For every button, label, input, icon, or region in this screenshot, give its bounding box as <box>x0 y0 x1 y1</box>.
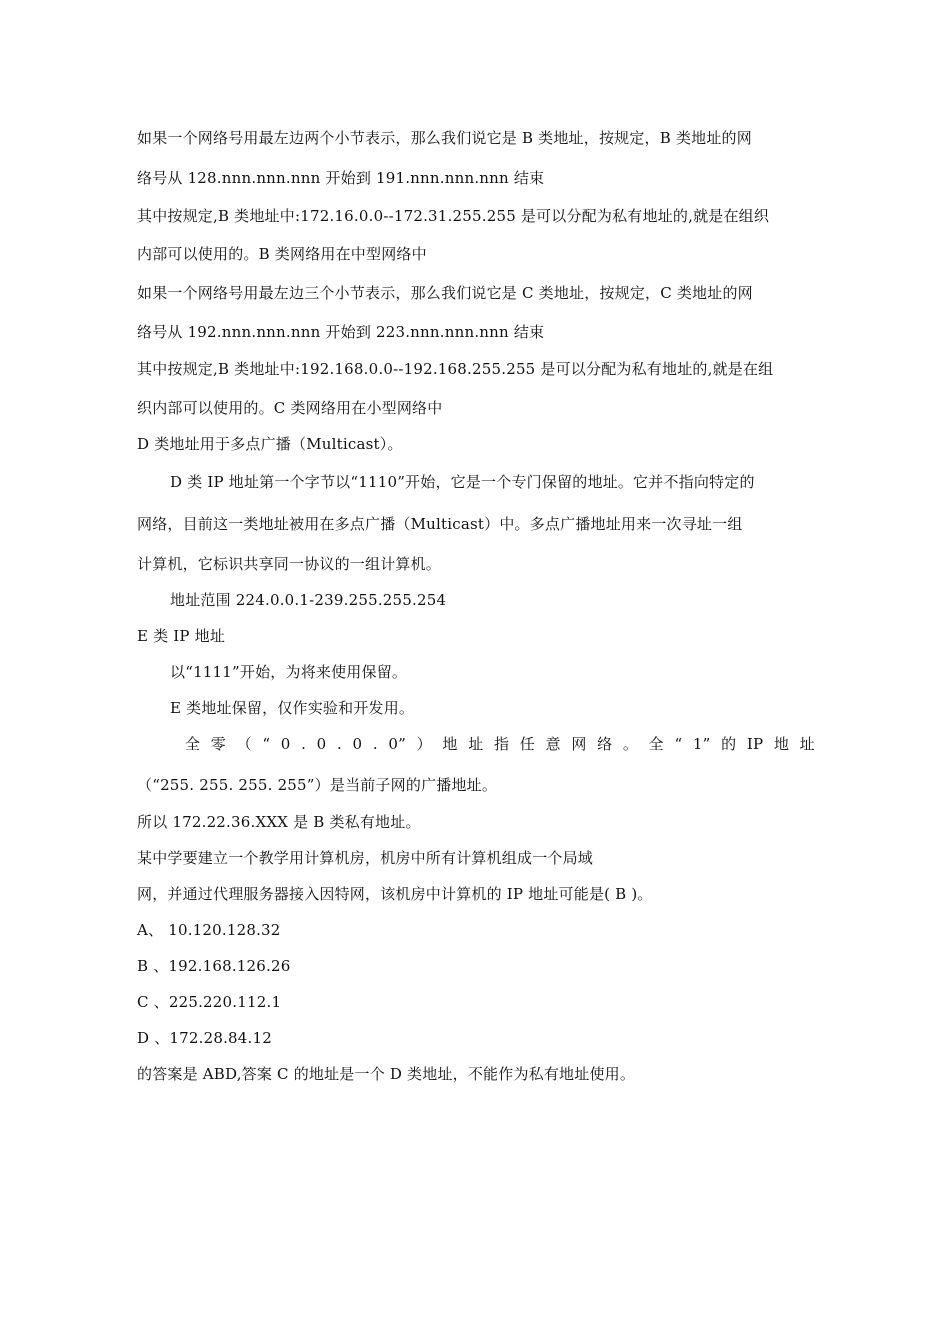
paragraph-class-d-line-2: 网络，目前这一类地址被用在多点广播（Multicast）中。多点广播地址用来一次寻址一组 <box>137 515 743 533</box>
class-e-heading: E 类 IP 地址 <box>137 627 226 645</box>
spaced-token: . <box>301 735 307 753</box>
paragraph-class-d-line-3: 计算机，它标识共享同一协议的一组计算机。 <box>137 555 442 573</box>
spaced-token: 址 <box>468 735 484 753</box>
paragraph-class-c-private-line-2: 织内部可以使用的。C 类网络用在小型网络中 <box>137 399 443 417</box>
all-zero-address-line <box>185 735 815 753</box>
spaced-token: 1” <box>692 735 711 753</box>
spaced-token: 地 <box>442 735 458 753</box>
question-line-2: 网，并通过代理服务器接入因特网，该机房中计算机的 IP 地址可能是( B )。 <box>137 885 653 903</box>
class-e-start: 以“1111”开始，为将来使用保留。 <box>170 663 408 681</box>
spaced-token: “ <box>674 735 683 753</box>
paragraph-class-c-private-line-1: 其中按规定,B 类地址中:192.168.0.0--192.168.255.255 是可以分配为私有地址的,就是在组 <box>137 360 774 378</box>
class-d-heading: D 类地址用于多点广播（Multicast）。 <box>137 435 403 453</box>
spaced-token: 0 <box>316 735 327 753</box>
spaced-token: 络 <box>597 735 613 753</box>
option-d: D 、172.28.84.12 <box>137 1029 272 1047</box>
option-a: A、 10.120.128.32 <box>137 921 281 939</box>
spaced-token: 网 <box>571 735 587 753</box>
spaced-token: 0” <box>388 735 407 753</box>
spaced-token: 址 <box>799 735 815 753</box>
spaced-token: 全 <box>648 735 664 753</box>
option-b: B 、192.168.126.26 <box>137 957 291 975</box>
spaced-token: 指 <box>493 735 510 753</box>
spaced-token: （ <box>236 735 252 753</box>
spaced-token: 零 <box>210 735 226 753</box>
paragraph-class-b-line-2: 络号从 128.nnn.nnn.nnn 开始到 191.nnn.nnn.nnn 结束 <box>137 169 545 187</box>
paragraph-class-c-line-1: 如果一个网络号用最左边三个小节表示，那么我们说它是 C 类地址，按规定，C 类地址的网 <box>137 284 753 302</box>
option-c: C 、225.220.112.1 <box>137 993 282 1011</box>
paragraph-class-b-line-1: 如果一个网络号用最左边两个小节表示，那么我们说它是 B 类地址，按规定，B 类地址的网 <box>137 129 752 147</box>
class-e-reserved: E 类地址保留，仅作实验和开发用。 <box>170 699 415 717</box>
paragraph-class-c-line-2: 络号从 192.nnn.nnn.nnn 开始到 223.nnn.nnn.nnn 结束 <box>137 323 545 341</box>
question-line-1: 某中学要建立一个教学用计算机房，机房中所有计算机组成一个局域 <box>137 849 594 867</box>
paragraph-class-b-private-line-2: 内部可以使用的。B 类网络用在中型网络中 <box>137 245 427 263</box>
spaced-token: 0 <box>280 735 291 753</box>
broadcast-address-line: （“255. 255. 255. 255”）是当前子网的广播地址。 <box>137 776 498 794</box>
answer-explanation: 的答案是 ABD,答案 C 的地址是一个 D 类地址，不能作为私有地址使用。 <box>137 1065 636 1083</box>
spaced-token: 意 <box>545 735 561 753</box>
spaced-token: “ <box>262 735 271 753</box>
spaced-token: ） <box>416 735 432 753</box>
spaced-token: . <box>372 735 378 753</box>
paragraph-class-b-private-line-1: 其中按规定,B 类地址中:172.16.0.0--172.31.255.255 是可以分配为私有地址的,就是在组织 <box>137 207 770 225</box>
spaced-token: 全 <box>185 735 201 753</box>
spaced-token: 0 <box>352 735 363 753</box>
paragraph-class-d-line-1: D 类 IP 地址第一个字节以“1110”开始，它是一个专门保留的地址。它并不指向特定的 <box>170 473 755 491</box>
spaced-token: 的 <box>721 735 737 753</box>
class-d-range: 地址范围 224.0.0.1-239.255.255.254 <box>170 591 447 609</box>
spaced-token: 任 <box>519 735 535 753</box>
spaced-token: IP <box>746 735 764 753</box>
spaced-token: 地 <box>773 735 790 753</box>
spaced-token: 。 <box>622 735 639 753</box>
spaced-token: . <box>337 735 342 753</box>
conclusion-line: 所以 172.22.36.XXX 是 B 类私有地址。 <box>137 813 421 831</box>
